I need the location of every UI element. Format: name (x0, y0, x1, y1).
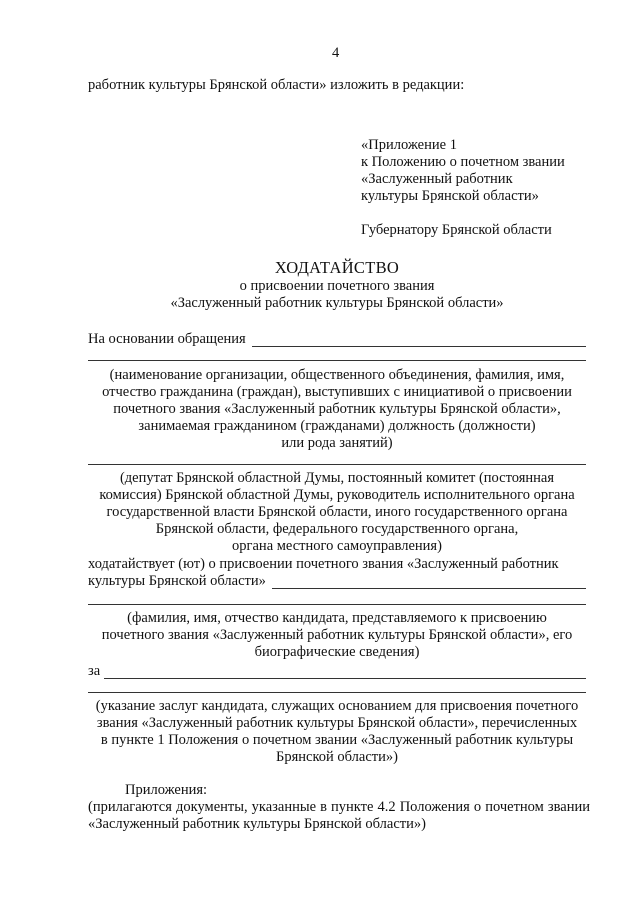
merits-note-1: (указание заслуг кандидата, служащих основанием для присвоения почетного (95, 698, 579, 714)
basis-fill-line-2 (88, 360, 586, 361)
appendix-header-line-3: «Заслуженный работник (361, 171, 513, 187)
applicant-note-1: (наименование организации, общественного объединения, фамилия, имя, (109, 367, 565, 383)
basis-label: На основании обращения (88, 331, 246, 347)
petitioner-fill-line (88, 464, 586, 465)
candidate-note-1: (фамилия, имя, отчество кандидата, представляемого к присвоению (127, 610, 547, 626)
petition-fill-line (272, 588, 586, 589)
applicant-note-4: занимаемая гражданином (гражданами) должность (должности) (138, 418, 536, 434)
for-label: за (88, 663, 101, 679)
petition-line-1: ходатайствует (ют) о присвоении почетного звания «Заслуженный работник (88, 556, 559, 572)
candidate-fill-line (88, 604, 586, 605)
petitioner-note-2: комиссия) Брянской областной Думы, руководитель исполнительного органа (99, 487, 575, 503)
document-title: ХОДАТАЙСТВО (274, 258, 400, 277)
petitioner-note-1: (депутат Брянской областной Думы, постоянный комитет (постоянная (119, 470, 555, 486)
appendix-header-line-2: к Положению о почетном звании (361, 154, 565, 170)
petitioner-note-3: государственной власти Брянской области, иного государственного органа (106, 504, 568, 520)
page-number: 4 (332, 45, 340, 61)
addressee: Губернатору Брянской области (361, 222, 552, 238)
applicant-note-3: почетного звания «Заслуженный работник культуры Брянской области», (113, 401, 561, 417)
document-subtitle-2: «Заслуженный работник культуры Брянской области» (170, 295, 504, 311)
candidate-note-2: почетного звания «Заслуженный работник культуры Брянской области», его (101, 627, 573, 643)
candidate-note-3: биографические сведения) (254, 644, 420, 660)
attachments-label: Приложения: (125, 782, 208, 798)
appendix-header-line-4: культуры Брянской области» (361, 188, 539, 204)
applicant-note-5: или рода занятий) (281, 435, 393, 451)
document-subtitle-1: о присвоении почетного звания (239, 278, 435, 294)
merits-fill-line (104, 678, 586, 679)
merits-note-4: Брянской области») (276, 749, 398, 765)
intro-line: работник культуры Брянской области» изложить в редакции: (88, 77, 465, 93)
applicant-note-2: отчество гражданина (граждан), выступивших с инициативой о присвоении (102, 384, 572, 400)
merits-note-2: звания «Заслуженный работник культуры Брянской области», перечисленных (96, 715, 578, 731)
merits-fill-line-2 (88, 692, 586, 693)
merits-note-3: в пункте 1 Положения о почетном звании «Заслуженный работник культуры (100, 732, 574, 748)
attachments-note: (прилагаются документы, указанные в пункте 4.2 Положения о почетном звании «Заслуженный работник культуры Брянской области») (88, 799, 590, 832)
petitioner-note-4: Брянской области, федерального государственного органа, (155, 521, 519, 537)
petition-line-2: культуры Брянской области» (88, 573, 266, 589)
petitioner-note-5: органа местного самоуправления) (232, 538, 442, 554)
basis-fill-line (252, 346, 586, 347)
appendix-header-line-1: «Приложение 1 (361, 137, 457, 153)
